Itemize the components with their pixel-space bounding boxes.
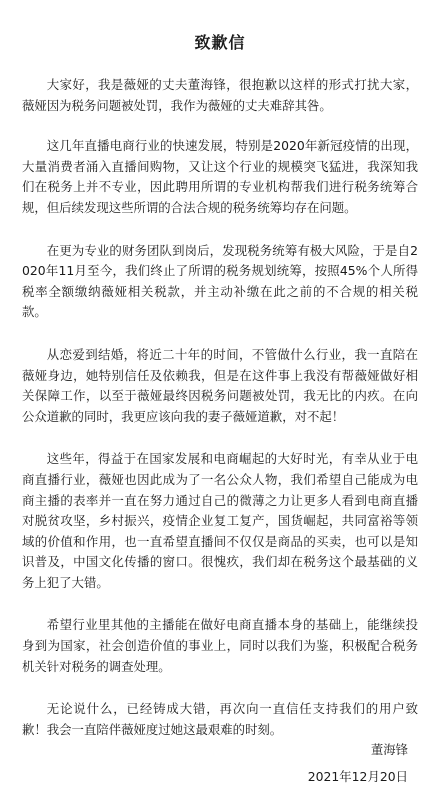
paragraph-7: 无论说什么，已经铸成大错，再次向一直信任支持我们的用户致歉！我会一直陪伴薇娅度过她这最艰难的时刻。 xyxy=(22,701,418,737)
paragraph-6: 希望行业里其他的主播能在做好电商直播本身的基础上，能继续投身到为国家，社会创造价值的事业上，同时以我们为鉴，积极配合税务机关针对税务的调查处理。 xyxy=(22,617,418,674)
paragraph-5: 这些年，得益于在国家发展和电商崛起的大好时光，有幸从业于电商直播行业，薇娅也因此成为了一名公众人物，我们希望自己能成为电商主播的表率并一直在努力通过自己的微薄之力让更多人看到电商直播对脱贫攻坚，乡村振兴，疫情企业复工复产，国货崛起，共同富裕等领域的价值和作用，也一直希望直播间不仅仅是商品的买卖，也可以是知识普及，中国文化传播的窗口。很愧疚，我们却在税务这个最基础的义务上犯了大错。 xyxy=(22,451,418,590)
paragraph-2: 这几年直播电商行业的快速发展，特别是2020年新冠疫情的出现，大量消费者涌入直播间购物，又让这个行业的规模突飞猛进，我深知我们在税务上并不专业，因此聘用所谓的专业机构帮我们进行税务统筹合规，但后续发现这些所谓的合法合规的税务统筹均存在问题。 xyxy=(22,138,418,215)
signature-block xyxy=(308,740,408,787)
paragraph-1: 大家好，我是薇娅的丈夫董海锋，很抱歉以这样的形式打扰大家，薇娅因为税务问题被处罚，我作为薇娅的丈夫难辞其咎。 xyxy=(22,77,418,113)
letter-title: 致歉信 xyxy=(194,33,246,52)
paragraph-4: 从恋爱到结婚，将近二十年的时间，不管做什么行业，我一直陪在薇娅身边，她特别信任及依赖我，但是在这件事上我没有帮薇娅做好相关保障工作，以至于薇娅最终因税务问题被处罚，我无比的内疚。在向公众道歉的同时，我更应该向我的妻子薇娅道歉，对不起！ xyxy=(22,346,418,424)
paragraph-3: 在更为专业的财务团队到岗后，发现税务统筹有极大风险，于是自2020年11月至今，我们终止了所谓的税务规划统筹，按照45%个人所得税率全额缴纳薇娅相关税款，并主动补缴在此之前的不合规的相关税款。 xyxy=(22,242,418,320)
signature-date: 2021年12月20日 xyxy=(307,768,408,784)
signature-name: 董海锋 xyxy=(370,742,408,757)
